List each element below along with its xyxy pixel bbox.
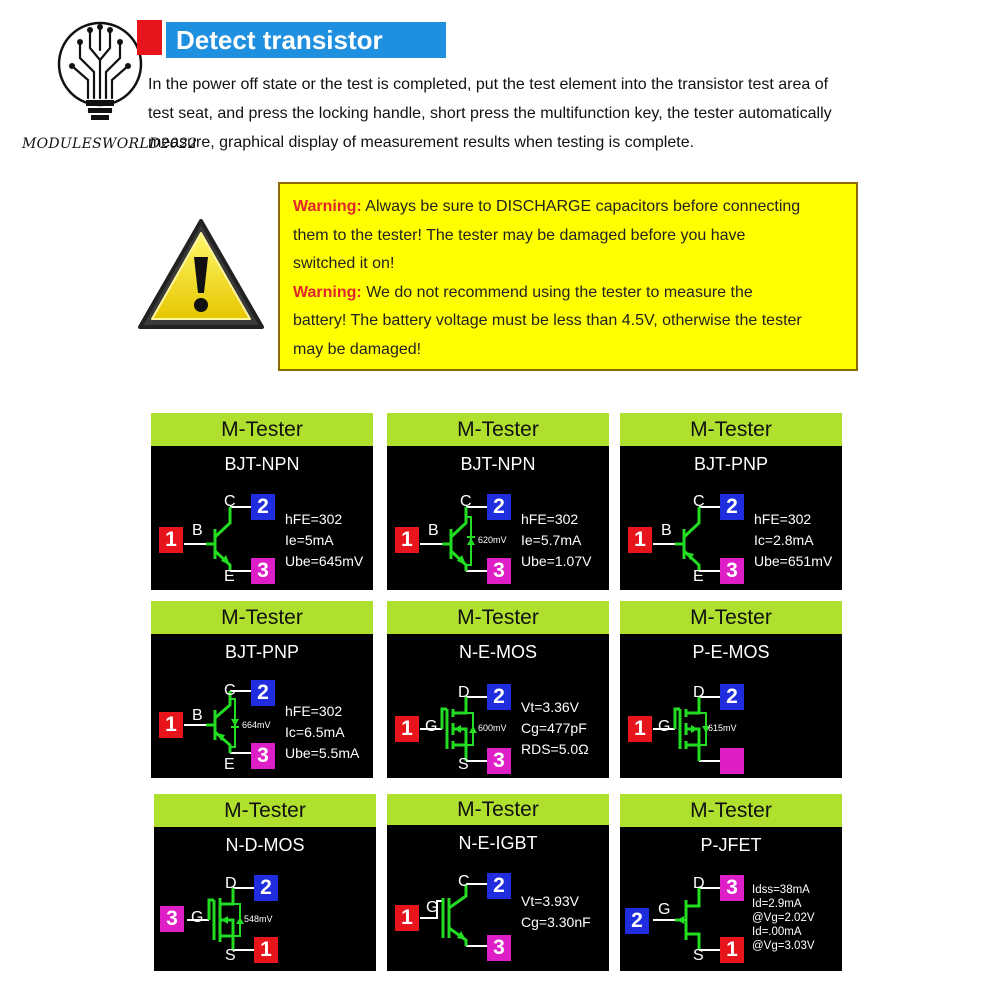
pin-badge-blank [720,748,744,774]
tester-panel-bjt-npn-diode [387,413,609,590]
tester-panel-p-jfet [620,794,842,971]
pin-badge: 2 [487,684,511,710]
pin-badge: 1 [628,527,652,553]
warning-line: them to the tester! The tester may be damaged before you have [293,226,746,244]
warning-label: Warning: [293,283,362,301]
diode-voltage: 548mV [244,914,273,924]
diode-voltage: 615mV [708,723,737,733]
reading: Ube=651mV [754,553,833,569]
reading: Id=2.9mA [752,898,802,910]
pin-badge: 2 [251,494,275,520]
pin-letter: E [693,568,704,585]
pin-letter: S [458,756,469,773]
pin-letter: G [658,718,671,735]
brand-logo [56,20,144,128]
pin-letter: G [191,909,204,926]
pin-badge: 1 [720,937,744,963]
pin-letter: S [693,947,704,964]
intro-line: test seat, and press the locking handle, short press the multifunction key, the tester automatically [148,105,832,122]
reading: Ube=5.5mA [285,745,360,761]
panel-title: M-Tester [387,413,609,446]
warning-line: battery! The battery voltage must be less than 4.5V, otherwise the tester [293,312,802,330]
panel-title: M-Tester [620,601,842,634]
pin-badge: 3 [487,748,511,774]
pin-badge: 3 [720,558,744,584]
intro-line: In the power off state or the test is completed, put the test element into the transistor test area of [148,76,829,93]
pin-letter: B [428,522,439,539]
pin-badge: 2 [487,494,511,520]
reading: hFE=302 [754,511,812,527]
pin-letter: B [661,522,672,539]
panel-component-type: BJT-NPN [224,454,300,474]
pin-letter: D [458,684,470,701]
measurement-readings [521,509,591,572]
reading: Vt=3.36V [521,699,579,715]
tester-panel-p-e-mos [620,601,842,778]
pin-letter: C [458,873,470,890]
brand-name: MODULESWORLD2022 [22,136,198,152]
warning-text: Always be sure to DISCHARGE capacitors before connecting [365,198,801,215]
panel-component-type: BJT-PNP [224,642,299,662]
pin-badge: 3 [251,558,275,584]
warning-label: Warning: [293,198,362,215]
pin-badge: 1 [395,905,419,931]
pin-letter: E [224,568,235,585]
pin-letter: D [693,684,705,701]
panel-title: M-Tester [620,794,842,827]
pin-badge: 2 [251,680,275,706]
pin-badge: 2 [254,875,278,901]
warning-line: may be damaged! [293,340,422,358]
pin-badge: 1 [159,527,183,553]
pin-badge: 3 [487,935,511,961]
pin-badge: 1 [395,527,419,553]
lightbulb-circuit-icon [56,20,144,128]
pin-letter: B [192,707,203,724]
warning-line [293,193,844,222]
pin-badge: 1 [159,712,183,738]
measurement-readings [285,701,359,764]
tester-panel-bjt-npn [151,413,373,590]
pin-badge: 2 [487,873,511,899]
reading: Cg=477pF [521,720,587,736]
reading: Cg=3.30nF [521,914,591,930]
warning-line [293,279,844,308]
tester-panel-n-d-mos [154,794,376,971]
pin-badge: 3 [487,558,511,584]
tester-panel-bjt-pnp [620,413,842,590]
pin-badge: 2 [625,908,649,934]
pin-badge: 1 [254,937,278,963]
pin-badge: 2 [720,494,744,520]
pin-letter: G [658,901,671,918]
panel-component-type: N-D-MOS [225,835,305,855]
panel-title: M-Tester [154,794,376,827]
diode-voltage: 620mV [478,535,507,545]
pin-letter: C [460,493,472,510]
measurement-readings [754,509,832,572]
reading: Ie=5.7mA [521,532,582,548]
reading: hFE=302 [285,703,343,719]
pin-badge: 2 [720,684,744,710]
reading: @Vg=2.02V [752,912,815,924]
pin-letter: C [224,682,236,699]
pin-letter: D [693,875,705,892]
warning-box [278,182,858,371]
intro-paragraph [148,70,978,157]
pin-letter: S [225,947,236,964]
panel-component-type: BJT-NPN [460,454,536,474]
pin-letter: C [693,493,705,510]
pin-badge: 1 [395,716,419,742]
reading: Ic=2.8mA [754,532,814,548]
reading: hFE=302 [285,511,343,527]
header-accent [137,20,162,55]
pin-letter: D [225,875,237,892]
pin-letter: G [425,718,438,735]
reading: hFE=302 [521,511,579,527]
pin-badge: 3 [251,743,275,769]
warning-triangle-icon [136,215,266,333]
panel-component-type: N-E-IGBT [458,833,538,853]
panel-title: M-Tester [387,601,609,634]
diode-voltage: 600mV [478,723,507,733]
measurement-readings [521,697,589,760]
panel-title: M-Tester [620,413,842,446]
panel-title: M-Tester [151,413,373,446]
reading: Vt=3.93V [521,893,579,909]
intro-line: measure, graphical display of measurement results when testing is complete. [148,134,695,151]
tester-panel-n-e-mos [387,601,609,778]
pin-badge: 3 [160,906,184,932]
pin-letter: C [224,493,236,510]
pin-badge: 1 [628,716,652,742]
panel-component-type: BJT-PNP [693,454,768,474]
pin-letter: B [192,522,203,539]
panel-component-type: P-E-MOS [692,642,770,662]
panel-title: M-Tester [387,794,609,825]
panel-component-type: N-E-MOS [459,642,537,662]
warning-text: We do not recommend using the tester to measure the [366,283,753,301]
panel-title: M-Tester [151,601,373,634]
panel-component-type: P-JFET [700,835,762,855]
measurement-readings [521,891,591,933]
pin-badge: 3 [720,875,744,901]
reading: Ube=1.07V [521,553,592,569]
section-title: Detect transistor [166,22,446,58]
warning-line: switched it on! [293,255,395,273]
pin-letter: E [224,756,235,773]
tester-panel-n-e-igbt [387,794,609,971]
reading: RDS=5.0Ω [521,741,589,757]
reading: Ie=5mA [285,532,334,548]
reading: Ic=6.5mA [285,724,345,740]
reading: Id=.00mA [752,926,802,938]
reading: Idss=38mA [752,884,810,896]
pin-letter: G [426,899,439,916]
measurement-readings [752,883,815,953]
diode-voltage: 664mV [242,720,271,730]
measurement-readings [285,509,363,572]
reading: @Vg=3.03V [752,940,815,952]
tester-panel-bjt-pnp-diode [151,601,373,778]
reading: Ube=645mV [285,553,364,569]
